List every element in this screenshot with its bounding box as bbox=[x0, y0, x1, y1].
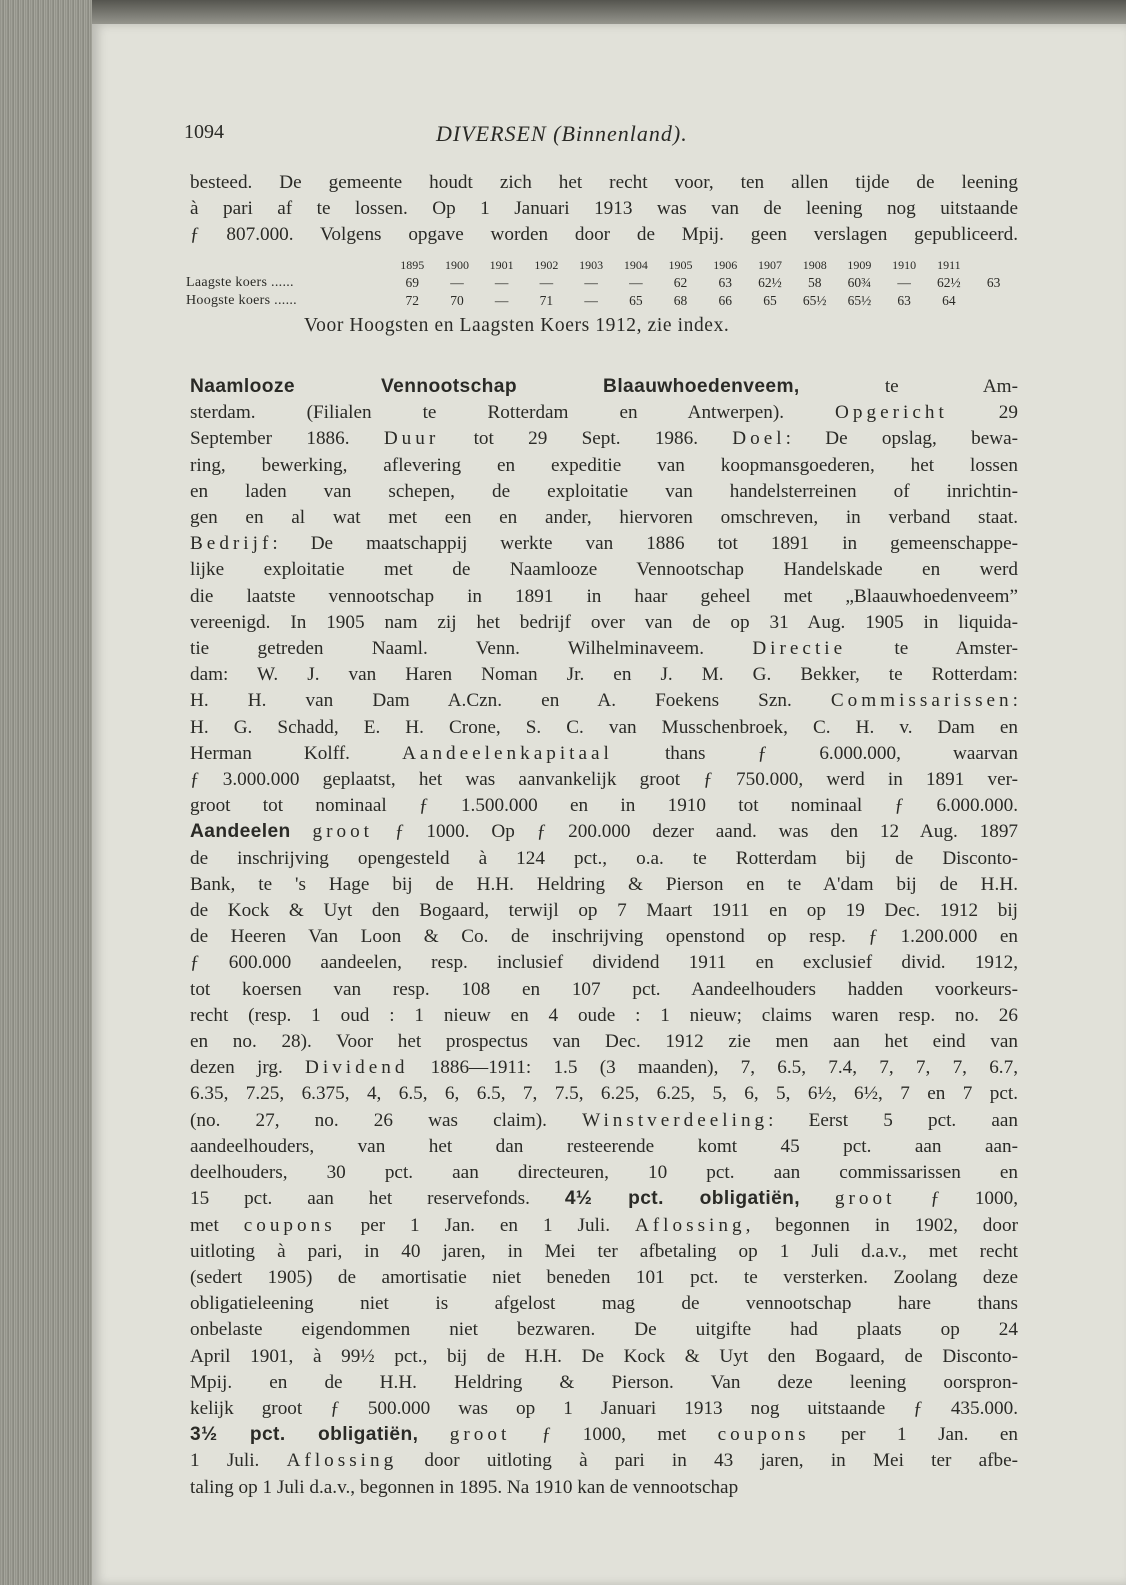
entry-line bbox=[190, 584, 1018, 610]
text-run: vereenigd. In 1905 nam zij het bedrijf over van de op 31 Aug. 1905 in liquida- bbox=[190, 611, 1018, 633]
value-cell: 65 bbox=[629, 293, 643, 308]
spaced-keyword: coupons bbox=[717, 1424, 810, 1446]
text-run: : De maatschappij werkte van 1886 tot 1891 in gemeenschappe- bbox=[272, 533, 1018, 555]
entry-line bbox=[190, 898, 1018, 924]
spaced-keyword: Bedrijf bbox=[190, 533, 273, 555]
entry-line bbox=[190, 1265, 1018, 1291]
text-run: sterdam. (Filialen te Rotterdam en Antwerpen). bbox=[190, 402, 836, 424]
text-run: die laatste vennootschap in 1891 in haar geheel met „Blaauwhoedenveem” bbox=[190, 585, 1018, 607]
value-cell: 60¾ bbox=[847, 275, 872, 290]
entry-line bbox=[190, 1108, 1018, 1134]
row-label: Hoogste koers ...... bbox=[186, 293, 297, 308]
value-cell: — bbox=[584, 293, 598, 308]
text-run: obligatieleening niet is afgelost mag de vennootschap hare thans bbox=[190, 1293, 1018, 1315]
value-cell: 71 bbox=[539, 293, 554, 308]
value-cell: — bbox=[539, 275, 554, 290]
intro-line: à pari af te lossen. Op 1 Januari 1913 was van de leening nog uitstaande bbox=[190, 198, 1018, 220]
spaced-keyword: Aflossing bbox=[634, 1214, 746, 1236]
value-cell: 69 bbox=[405, 275, 419, 290]
value-cell: 62½ bbox=[758, 275, 782, 290]
entry-line bbox=[190, 872, 1018, 898]
text-run: lijke exploitatie met de Naamlooze Vennootschap Handelskade en werd bbox=[190, 559, 1018, 581]
text-run: April 1901, à 99½ pct., bij de H.H. De Kock & Uyt den Bogaard, de Disconto- bbox=[190, 1345, 1018, 1367]
text-run: Bank, te 's Hage bij de H.H. Heldring & Pierson en te A'dam bij de H.H. bbox=[190, 873, 1018, 895]
value-cell: 70 bbox=[450, 293, 464, 308]
entry-line bbox=[190, 1081, 1018, 1107]
text-run: 29 bbox=[947, 402, 1018, 424]
text-run: tot koersen van resp. 108 en 107 pct. Aandeelhouders hadden voorkeurs- bbox=[190, 978, 1018, 1000]
text-run: September 1886. bbox=[190, 428, 384, 450]
text-run: , begonnen in 1902, door bbox=[745, 1214, 1018, 1236]
company-entry bbox=[190, 374, 1018, 1501]
year-cell: 1906 bbox=[713, 257, 738, 272]
text-run: ring, bewerking, aflevering en expeditie van koopmansgoederen, het lossen bbox=[190, 454, 1018, 476]
entry-line bbox=[190, 1396, 1018, 1422]
text-run: per 1 Jan. en bbox=[809, 1424, 1019, 1446]
entry-line bbox=[190, 505, 1018, 531]
text-run: 1886—1911: 1.5 (3 maanden), 7, 6.5, 7.4, 7, 7, 7, 6.7, bbox=[408, 1057, 1018, 1079]
entry-line bbox=[190, 1448, 1018, 1474]
spaced-keyword: Aflossing bbox=[286, 1450, 398, 1472]
text-run bbox=[418, 1424, 449, 1445]
entry-line bbox=[190, 479, 1018, 505]
page-number: 1094 bbox=[184, 121, 224, 143]
entry-line bbox=[190, 741, 1018, 767]
bold-heading: 4½ pct. obligatiën, bbox=[564, 1188, 801, 1210]
text-run: met bbox=[190, 1214, 244, 1236]
entry-line bbox=[190, 688, 1018, 714]
spaced-keyword: groot bbox=[312, 821, 374, 843]
text-run: Mpij. en de H.H. Heldring & Pierson. Van deze leening oorspron- bbox=[190, 1371, 1018, 1393]
hoogste-koers-row bbox=[186, 292, 1016, 310]
running-head: DIVERSEN (Binnenland). bbox=[436, 121, 688, 146]
entry-line bbox=[190, 1475, 1018, 1501]
koers-note: Voor Hoogsten en Laagsten Koers 1912, zie index. bbox=[304, 315, 730, 336]
spaced-keyword: Doel bbox=[732, 428, 786, 450]
text-run: ƒ 1000, bbox=[895, 1188, 1018, 1210]
text-run: en laden van schepen, de exploitatie van handelsterreinen of inrichtin- bbox=[190, 480, 1018, 502]
spaced-keyword: groot bbox=[449, 1424, 511, 1446]
entry-line bbox=[190, 1317, 1018, 1343]
spaced-keyword: Winstverdeeling bbox=[582, 1109, 769, 1131]
entry-line bbox=[190, 1186, 1018, 1212]
year-cell: 1910 bbox=[892, 257, 917, 272]
bold-heading: 3½ pct. obligatiën, bbox=[190, 1424, 419, 1446]
row-label: Laagste koers ...... bbox=[186, 275, 294, 290]
text-run: dezen jrg. bbox=[190, 1057, 305, 1079]
spaced-keyword: Opgericht bbox=[835, 402, 948, 424]
intro-line: ƒ 807.000. Volgens opgave worden door de Mpij. geen verslagen gepubliceerd. bbox=[190, 224, 1018, 246]
text-run: door uitloting à pari in 43 jaren, in Mei ter afbe- bbox=[397, 1450, 1018, 1472]
text-run: H. G. Schadd, E. H. Crone, S. C. van Musschenbroek, C. H. v. Dam en bbox=[190, 716, 1018, 738]
text-run: H. H. van Dam A.Czn. en A. Foekens Szn. bbox=[190, 690, 831, 712]
text-run: ƒ 1000. Op ƒ 200.000 dezer aand. was den 12 Aug. 1897 bbox=[373, 821, 1019, 843]
book-top-edge bbox=[0, 0, 1126, 26]
entry-line bbox=[190, 924, 1018, 950]
text-run bbox=[800, 1188, 835, 1209]
value-cell: 66 bbox=[718, 293, 732, 308]
text-run: 6.35, 7.25, 6.375, 4, 6.5, 6, 6.5, 7, 7.5, 6.25, 6.25, 5, 6, 5, 6½, 6½, 7 en 7 pct. bbox=[190, 1083, 1018, 1105]
intro-line: besteed. De gemeente houdt zich het recht voor, ten allen tijde de leening bbox=[190, 172, 1018, 193]
intro-paragraph bbox=[190, 170, 1018, 249]
entry-line bbox=[190, 1055, 1018, 1081]
value-cell: — bbox=[584, 275, 598, 290]
value-cell: 64 bbox=[942, 293, 956, 308]
value-cell: 72 bbox=[405, 293, 419, 308]
koers-table-year-row bbox=[186, 256, 1016, 274]
text-run: de Kock & Uyt den Bogaard, terwijl op 7 Maart 1911 en op 19 Dec. 1912 bij bbox=[190, 900, 1018, 922]
entry-line bbox=[190, 950, 1018, 976]
text-run: dam: W. J. van Haren Noman Jr. en J. M. G. Bekker, te Rotterdam: bbox=[190, 664, 1018, 686]
entry-line bbox=[190, 1422, 1018, 1448]
year-cell: 1902 bbox=[534, 257, 559, 272]
text-run: (no. 27, no. 26 was claim). bbox=[190, 1109, 583, 1131]
entry-line bbox=[190, 819, 1018, 845]
year-cell: 1900 bbox=[444, 257, 469, 272]
entry-line bbox=[190, 1134, 1018, 1160]
year-cell: 1901 bbox=[489, 257, 514, 272]
entry-line bbox=[190, 1213, 1018, 1239]
value-cell: 63 bbox=[986, 275, 1001, 290]
value-cell: — bbox=[494, 275, 509, 290]
spaced-keyword: coupons bbox=[243, 1214, 336, 1236]
text-run: de inschrijving opengesteld à 124 pct., o.a. te Rotterdam bij de Disconto- bbox=[190, 847, 1018, 869]
text-run: 15 pct. aan het reservefonds. bbox=[190, 1188, 565, 1210]
text-run: gen en al wat met een en ander, hiervoren omschreven, in verband staat. bbox=[190, 507, 1018, 529]
bold-heading: Naamlooze Vennootschap Blaauwhoedenveem, bbox=[190, 376, 800, 397]
text-run: Herman Kolff. bbox=[190, 742, 403, 764]
entry-line bbox=[190, 426, 1018, 452]
text-run: onbelaste eigendommen niet bezwaren. De uitgifte had plaats op 24 bbox=[190, 1319, 1018, 1341]
year-cell: 1904 bbox=[623, 257, 648, 272]
value-cell: — bbox=[450, 275, 464, 290]
value-cell: 62 bbox=[673, 275, 688, 290]
year-cell: 1907 bbox=[757, 257, 782, 272]
entry-line bbox=[190, 1003, 1018, 1029]
entry-line bbox=[190, 977, 1018, 1003]
text-run: per 1 Jan. en 1 Juli. bbox=[335, 1214, 635, 1236]
text-run: aandeelhouders, van het dan resteerende komt 45 pct. aan aan- bbox=[190, 1135, 1018, 1157]
value-cell: 68 bbox=[673, 293, 688, 308]
book-page-edges bbox=[0, 0, 92, 1585]
year-cell: 1905 bbox=[668, 257, 693, 272]
entry-line bbox=[190, 557, 1018, 583]
entry-line bbox=[190, 531, 1018, 557]
entry-line bbox=[190, 1370, 1018, 1396]
entry-line bbox=[190, 636, 1018, 662]
spaced-keyword: Commissarissen bbox=[830, 690, 1013, 712]
value-cell: 58 bbox=[807, 275, 822, 290]
text-run: te Amster- bbox=[846, 638, 1018, 660]
spaced-keyword: Duur bbox=[383, 428, 440, 450]
entry-line bbox=[190, 662, 1018, 688]
text-run: en no. 28). Voor het prospectus van Dec. 1912 zie men aan het eind van bbox=[190, 1031, 1018, 1053]
bold-heading: Aandeelen bbox=[190, 821, 291, 843]
text-run: ƒ 600.000 aandeelen, resp. inclusief dividend 1911 en exclusief divid. 1912, bbox=[190, 952, 1018, 974]
text-run: : bbox=[1012, 690, 1018, 712]
text-run: : Eerst 5 pct. aan bbox=[768, 1109, 1018, 1131]
text-run: kelijk groot ƒ 500.000 was op 1 Januari 1913 nog uitstaande ƒ 435.000. bbox=[190, 1397, 1018, 1419]
text-run: deelhouders, 30 pct. aan directeuren, 10 pct. aan commissarissen en bbox=[190, 1162, 1018, 1184]
entry-line bbox=[190, 374, 1018, 400]
text-run: tie getreden Naaml. Venn. Wilhelminaveem. bbox=[190, 638, 753, 660]
text-run: te Am- bbox=[799, 376, 1018, 397]
entry-line bbox=[190, 767, 1018, 793]
value-cell: 63 bbox=[718, 275, 732, 290]
entry-line bbox=[190, 846, 1018, 872]
entry-line bbox=[190, 715, 1018, 741]
entry-line bbox=[190, 1344, 1018, 1370]
year-cell: 1908 bbox=[802, 257, 827, 272]
entry-line bbox=[190, 1160, 1018, 1186]
text-run: de Heeren Van Loon & Co. de inschrijving openstond op resp. ƒ 1.200.000 en bbox=[190, 926, 1018, 948]
entry-line bbox=[190, 610, 1018, 636]
value-cell: 65½ bbox=[847, 293, 872, 308]
text-run: uitloting à pari, in 40 jaren, in Mei ter afbetaling op 1 Juli d.a.v., met recht bbox=[190, 1240, 1018, 1262]
text-run bbox=[291, 821, 313, 842]
spaced-keyword: Directie bbox=[752, 638, 847, 660]
value-cell: 63 bbox=[897, 293, 911, 308]
value-cell: 62½ bbox=[937, 275, 961, 290]
text-run: 1 Juli. bbox=[190, 1450, 287, 1472]
value-cell: 65 bbox=[763, 293, 777, 308]
text-run: : De opslag, bewa- bbox=[785, 428, 1018, 450]
laagste-koers-row bbox=[186, 274, 1016, 292]
spaced-keyword: Aandeelenkapitaal bbox=[402, 742, 613, 764]
text-run: tot 29 Sept. 1986. bbox=[439, 428, 733, 450]
text-run: thans ƒ 6.000.000, waarvan bbox=[612, 742, 1018, 764]
entry-line bbox=[190, 453, 1018, 479]
value-cell: — bbox=[897, 275, 911, 290]
text-run: groot tot nominaal ƒ 1.500.000 en in 1910 tot nominaal ƒ 6.000.000. bbox=[190, 795, 1018, 817]
text-run: recht (resp. 1 oud : 1 nieuw en 4 oude : 1 nieuw; claims waren resp. no. 26 bbox=[190, 1004, 1018, 1026]
entry-line bbox=[190, 793, 1018, 819]
spaced-keyword: groot bbox=[834, 1188, 896, 1210]
year-cell: 1909 bbox=[847, 257, 872, 272]
year-cell: 1903 bbox=[579, 257, 604, 272]
text-run: ƒ 3.000.000 geplaatst, het was aanvankelijk groot ƒ 750.000, werd in 1891 ver- bbox=[190, 769, 1018, 791]
koers-table bbox=[186, 256, 1016, 310]
entry-line bbox=[190, 1029, 1018, 1055]
text-run: (sedert 1905) de amortisatie niet beneden 101 pct. te versterken. Zoolang deze bbox=[190, 1266, 1018, 1288]
spaced-keyword: Dividend bbox=[305, 1057, 409, 1079]
year-cell: 1895 bbox=[400, 257, 425, 272]
entry-line bbox=[190, 400, 1018, 426]
year-cell: 1911 bbox=[937, 257, 961, 272]
text-run: ƒ 1000, met bbox=[510, 1424, 718, 1446]
text-run: taling op 1 Juli d.a.v., begonnen in 1895. Na 1910 kan de vennootschap bbox=[190, 1476, 739, 1498]
value-cell: — bbox=[629, 275, 643, 290]
entry-line bbox=[190, 1239, 1018, 1265]
value-cell: 65½ bbox=[802, 293, 827, 308]
entry-line bbox=[190, 1291, 1018, 1317]
value-cell: — bbox=[494, 293, 509, 308]
